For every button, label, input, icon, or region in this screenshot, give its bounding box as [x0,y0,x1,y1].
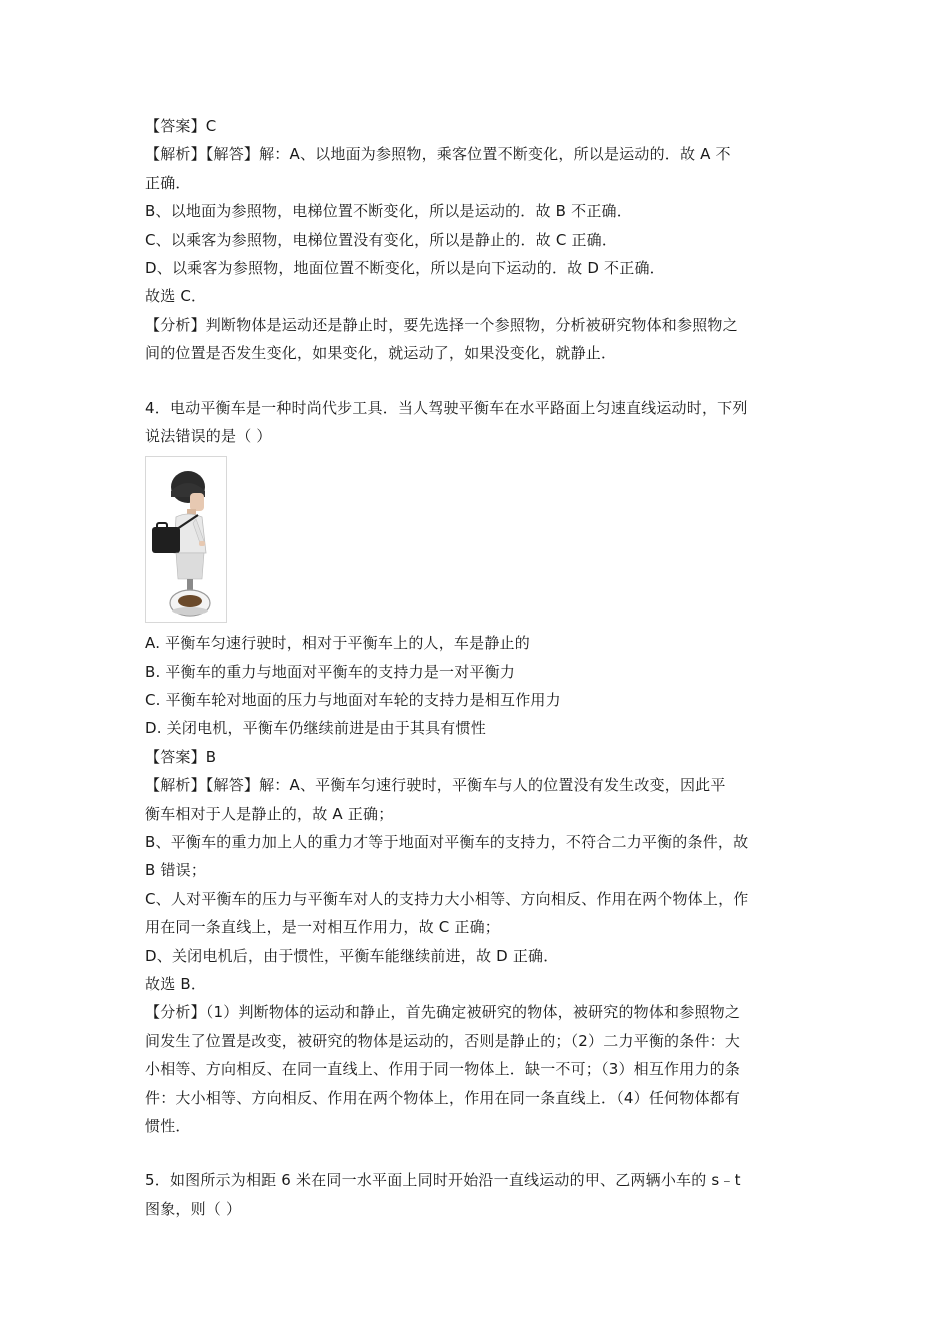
q4-fenxi-line-1: 【分析】（1）判断物体的运动和静止，首先确定被研究的物体，被研究的物体和参照物之 [145,1003,741,1022]
q3-fenxi-line-2: 间的位置是否发生变化，如果变化，就运动了，如果没变化，就静止． [145,344,617,363]
balance-car-figure [145,456,227,623]
q4-jiexi-line-6: 用在同一条直线上，是一对相互作用力，故 C 正确； [145,918,501,937]
q4-answer: 【答案】B [145,747,217,766]
q5-stem-line-2: 图象，则（ ） [145,1199,242,1218]
q4-option-c: C. 平衡车轮对地面的压力与地面对车轮的支持力是相互作用力 [145,691,561,710]
q3-option-c-analysis: C、以乘客为参照物，电梯位置没有变化，所以是静止的．故 C 正确． [145,230,618,249]
spacer [145,368,810,394]
q3-analysis-line-2: 正确． [145,173,191,192]
q4-jiexi-line-5: C、人对平衡车的压力与平衡车对人的支持力大小相等、方向相反、作用在两个物体上，作 [145,889,749,908]
q4-stem-line-1: 4．电动平衡车是一种时尚代步工具．当人驾驶平衡车在水平路面上匀速直线运动时，下列 [145,398,748,417]
q4-fenxi-line-2: 间发生了位置是改变，被研究的物体是运动的，否则是静止的；（2）二力平衡的条件：大 [145,1031,741,1050]
q4-fenxi-line-4: 件：大小相等、方向相反、作用在两个物体上，作用在同一条直线上．（4）任何物体都有 [145,1088,741,1107]
document-page [145,112,810,1223]
q3-option-d-analysis: D、以乘客为参照物，地面位置不断变化，所以是向下运动的．故 D 不正确． [145,258,665,277]
q4-fenxi-line-5: 惯性． [145,1116,191,1135]
q3-analysis-line-1: 【解析】【解答】解：A、以地面为参照物，乘客位置不断变化，所以是运动的．故 A 不 [145,145,731,164]
q4-option-b: B. 平衡车的重力与地面对平衡车的支持力是一对平衡力 [145,662,516,681]
q4-jiexi-line-3: B、平衡车的重力加上人的重力才等于地面对平衡车的支持力，不符合二力平衡的条件，故 [145,833,749,852]
q5-stem-line-1: 5．如图所示为相距 6 米在同一水平面上同时开始沿一直线运动的甲、乙两辆小车的 s﹣t [145,1171,741,1190]
spacer [145,1140,810,1166]
q4-option-a: A. 平衡车匀速行驶时，相对于平衡车上的人，车是静止的 [145,634,530,653]
person-on-balance-car-illustration [146,457,226,622]
q4-choice: 故选 B． [145,974,207,993]
q3-option-b-analysis: B、以地面为参照物，电梯位置不断变化，所以是运动的．故 B 不正确． [145,202,632,221]
q4-fenxi-line-3: 小相等、方向相反、在同一直线上、作用于同一物体上．缺一不可；（3）相互作用力的条 [145,1060,741,1079]
q4-jiexi-line-2: 衡车相对于人是静止的，故 A 正确； [145,804,394,823]
q3-choice: 故选 C． [145,287,207,306]
q4-option-d: D. 关闭电机，平衡车仍继续前进是由于其具有惯性 [145,719,486,738]
q4-jiexi-line-1: 【解析】【解答】解：A、平衡车匀速行驶时，平衡车与人的位置没有发生改变，因此平 [145,776,726,795]
q3-fenxi-line-1: 【分析】判断物体是运动还是静止时，要先选择一个参照物，分析被研究物体和参照物之 [145,315,738,334]
q4-stem-line-2: 说法错误的是（ ） [145,426,272,445]
q4-jiexi-line-4: B 错误； [145,861,207,880]
q3-answer: 【答案】C [145,117,217,135]
q4-jiexi-line-7: D、关闭电机后，由于惯性，平衡车能继续前进，故 D 正确． [145,946,559,965]
